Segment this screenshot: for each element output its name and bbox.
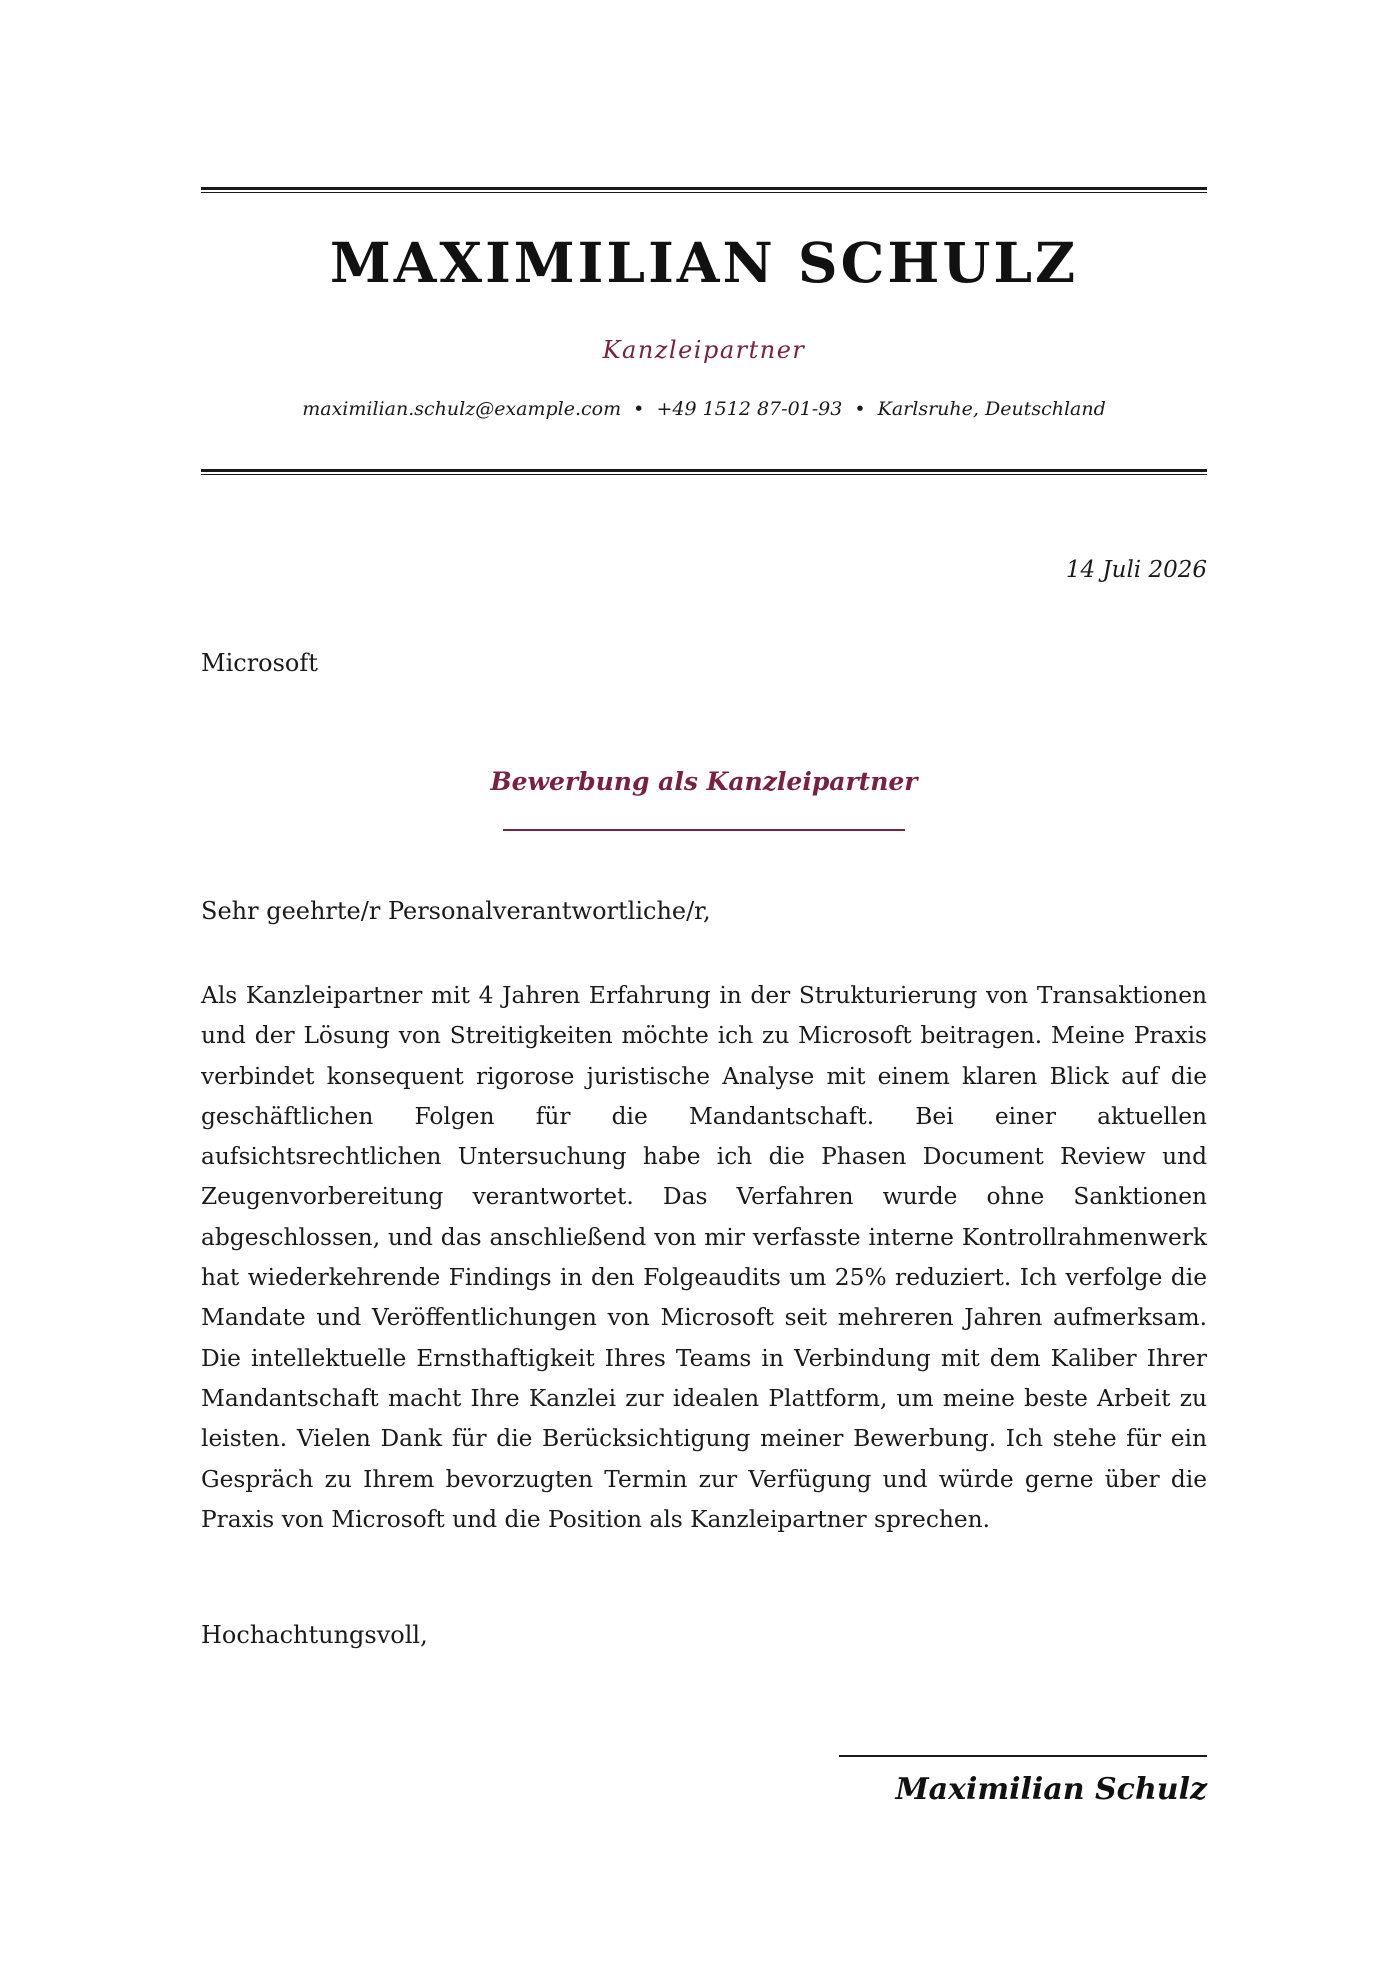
recipient: Microsoft [201, 649, 318, 677]
contact-separator: • [633, 398, 645, 420]
cover-letter-page [201, 0, 1207, 1980]
contact-email: maximilian.schulz@example.com [302, 398, 622, 420]
contact-location: Karlsruhe, Deutschland [877, 398, 1106, 420]
applicant-name: MAXIMILIAN SCHULZ [329, 230, 1079, 295]
header-top-rule [201, 187, 1207, 193]
subject-underline [503, 829, 905, 831]
subject-line: Bewerbung als Kanzleipartner [490, 767, 918, 796]
letter-date: 14 Juli 2026 [1065, 557, 1207, 583]
salutation: Sehr geehrte/r Personalverantwortliche/r, [201, 897, 711, 925]
header-bottom-rule [201, 469, 1207, 475]
closing: Hochachtungsvoll, [201, 1621, 428, 1649]
contact-separator: • [854, 398, 866, 420]
applicant-role: Kanzleipartner [602, 336, 806, 364]
signature: Maximilian Schulz [895, 1772, 1207, 1807]
contact-line [201, 398, 1207, 420]
letter-body: Als Kanzleipartner mit 4 Jahren Erfahrung in der Strukturierung von Transaktionen und der Lösung von Streitigkeiten möchte ich zu Microsoft beitragen. Meine Praxis verbindet konsequent rigorose juristische Analyse mit einem klaren Blick auf die geschäftlichen Folgen für die Mandantschaft. Bei einer aktuellen aufsichtsrechtlichen Untersuchung habe ich die Phasen Document Review und Zeugenvorbereitung verantwortet. Das Verfahren wurde ohne Sanktionen abgeschlossen, und das anschließend von mir verfasste interne Kontrollrahmenwerk hat wiederkehrende Findings in den Folgeaudits um 25% reduziert. Ich verfolge die Mandate und Veröffentlichungen von Microsoft seit mehreren Jahren aufmerksam. Die intellektuelle Ernsthaftigkeit Ihres Teams in Verbindung mit dem Kaliber Ihrer Mandantschaft macht Ihre Kanzlei zur idealen Plattform, um meine beste Arbeit zu leisten. Vielen Dank für die Berücksichtigung meiner Bewerbung. Ich stehe für ein Gespräch zu Ihrem bevorzugten Termin zur Verfügung und würde gerne über die Praxis von Microsoft und die Position als Kanzleipartner sprechen. [201, 982, 1207, 1533]
contact-phone: +49 1512 87-01-93 [656, 398, 843, 420]
signature-line [839, 1755, 1207, 1757]
